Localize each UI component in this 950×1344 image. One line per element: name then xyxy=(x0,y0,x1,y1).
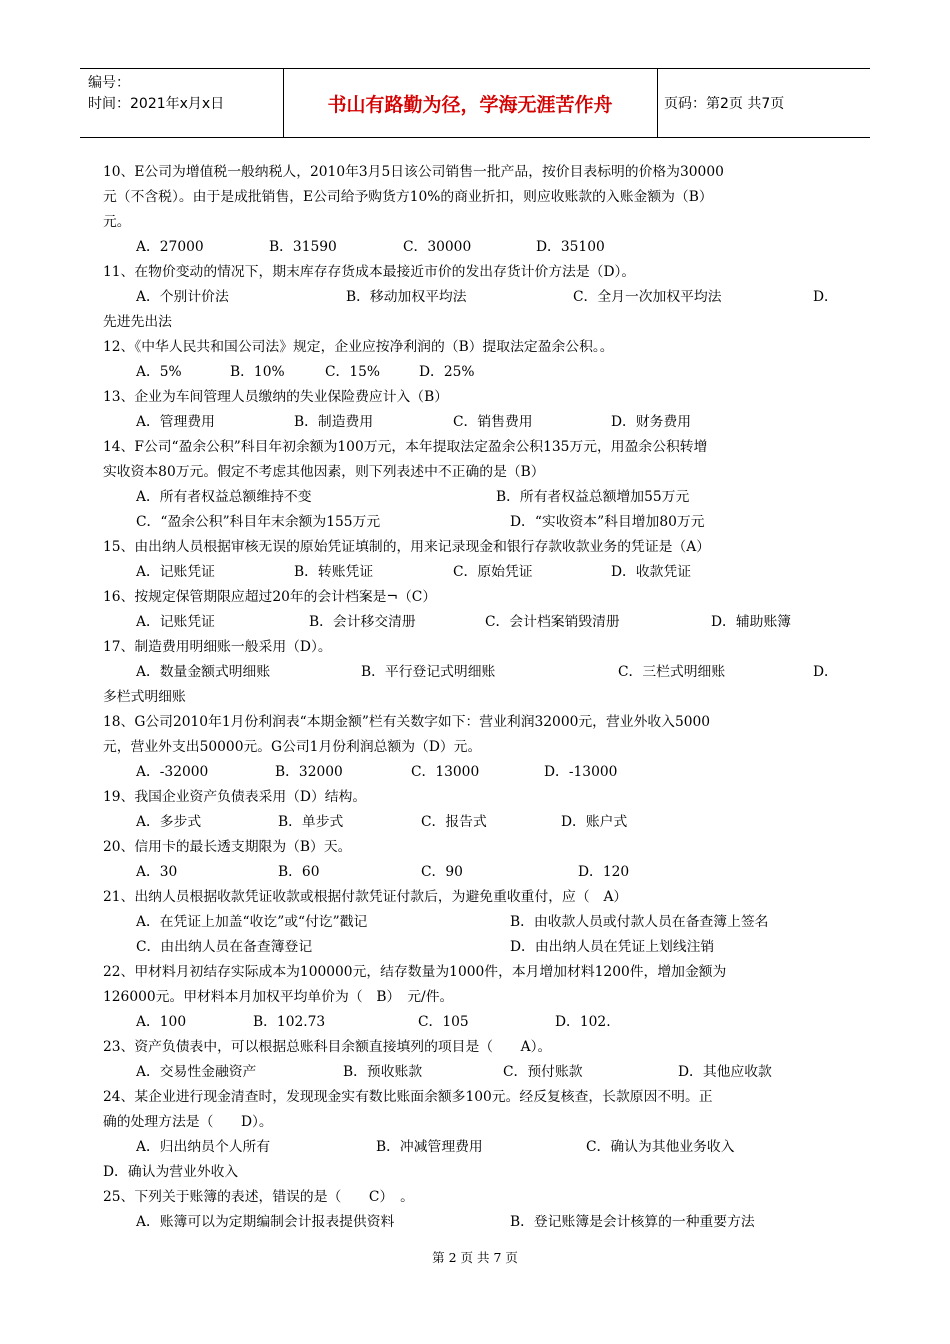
answer-option: D．35100 xyxy=(536,239,605,255)
options-line xyxy=(103,1060,853,1085)
answer-option: C．105 xyxy=(418,1014,469,1030)
answer-option: D．辅助账簿 xyxy=(711,614,792,630)
answer-option: D．“实收资本”科目增加80万元 xyxy=(510,514,705,530)
options-line xyxy=(103,610,853,635)
text-line: 多栏式明细账 xyxy=(103,689,186,705)
text-line: 21、出纳人员根据收款凭证收款或根据付款凭证付款后，为避免重收重付，应（ A） xyxy=(103,889,628,905)
answer-option: C．15% xyxy=(325,364,381,380)
answer-option: C．预付账款 xyxy=(503,1064,583,1080)
options-line xyxy=(103,935,853,960)
text-line: 13、企业为车间管理人员缴纳的失业保险费应计入（B） xyxy=(103,389,449,405)
document-body xyxy=(103,160,853,1235)
answer-option: D．-13000 xyxy=(544,764,618,780)
text-line: 10、E公司为增值税一般纳税人，2010年3月5日该公司销售一批产品，按价目表标明的价格为30000 xyxy=(103,164,724,180)
text-line: 17、制造费用明细账一般采用（D）。 xyxy=(103,639,332,655)
text-line: 24、某企业进行现金清查时，发现现金实有数比账面余额多100元。经反复核查，长款原因不明。正 xyxy=(103,1089,713,1105)
answer-option: D．25% xyxy=(419,364,475,380)
answer-option: C．30000 xyxy=(403,239,472,255)
answer-option: A．归出纳员个人所有 xyxy=(136,1139,271,1155)
header-number-label: 编号： xyxy=(88,75,130,91)
answer-option: A．交易性金融资产 xyxy=(136,1064,257,1080)
text-line: 18、G公司2010年1月份利润表“本期金额”栏有关数字如下：营业利润32000元，营业外收入5000 xyxy=(103,714,711,730)
answer-option: B．60 xyxy=(278,864,320,880)
answer-option: B．102.73 xyxy=(253,1014,326,1030)
answer-option: D．120 xyxy=(578,864,630,880)
answer-option: D．其他应收款 xyxy=(678,1064,772,1080)
answer-option: C．报告式 xyxy=(421,814,487,830)
options-line xyxy=(103,285,853,310)
answer-option: B．转账凭证 xyxy=(294,564,374,580)
answer-option: B．32000 xyxy=(275,764,343,780)
answer-option: A．记账凭证 xyxy=(136,614,215,630)
text-line: 元，营业外支出50000元。G公司1月份利润总额为（D）元。 xyxy=(103,739,482,755)
answer-option: A．100 xyxy=(136,1014,187,1030)
text-line: 16、按规定保管期限应超过20年的会计档案是¬（C） xyxy=(103,589,437,605)
text-line: 19、我国企业资产负债表采用（D）结构。 xyxy=(103,789,367,805)
text-line: 12、《中华人民共和国公司法》规定，企业应按净利润的（B）提取法定盈余公积。。 xyxy=(103,339,614,355)
page-header xyxy=(80,68,870,138)
answer-option: D．102. xyxy=(555,1014,611,1030)
answer-option: D． xyxy=(813,664,838,680)
text-line: 实收资本80万元。假定不考虑其他因素，则下列表述中不正确的是（B） xyxy=(103,464,545,480)
answer-option: C．90 xyxy=(421,864,463,880)
answer-option: A．多步式 xyxy=(136,814,202,830)
answer-option: B．平行登记式明细账 xyxy=(361,664,496,680)
answer-option: A．在凭证上加盖“收讫”或“付讫”戳记 xyxy=(136,914,368,930)
answer-option: A．30 xyxy=(136,864,178,880)
answer-option: A．账簿可以为定期编制会计报表提供资料 xyxy=(136,1214,395,1230)
answer-option: A．-32000 xyxy=(136,764,209,780)
text-line: 126000元。甲材料本月加权平均单价为（ B） 元/件。 xyxy=(103,989,454,1005)
answer-option: B．单步式 xyxy=(278,814,344,830)
answer-option: C．13000 xyxy=(411,764,480,780)
options-line xyxy=(103,1210,853,1235)
text-line: 20、信用卡的最长透支期限为（B）天。 xyxy=(103,839,352,855)
options-line xyxy=(103,1010,853,1035)
answer-option: B．制造费用 xyxy=(294,414,374,430)
answer-option: B．31590 xyxy=(269,239,337,255)
answer-option: C．三栏式明细账 xyxy=(618,664,726,680)
options-line xyxy=(103,485,853,510)
text-line: 确的处理方法是（ D）。 xyxy=(103,1114,273,1130)
text-line: 先进先出法 xyxy=(103,314,172,330)
answer-option: C．全月一次加权平均法 xyxy=(573,289,722,305)
answer-option: B．所有者权益总额增加55万元 xyxy=(496,489,690,505)
options-line xyxy=(103,1135,853,1160)
text-line: 22、甲材料月初结存实际成本为100000元，结存数量为1000件，本月增加材料1200件，增加金额为 xyxy=(103,964,727,980)
text-line: 元。 xyxy=(103,214,131,230)
text-line: 23、资产负债表中，可以根据总账科目余额直接填列的项目是（ A）。 xyxy=(103,1039,552,1055)
header-motto: 书山有路勤为径，学海无涯苦作舟 xyxy=(327,93,613,116)
answer-option: D．由出纳人员在凭证上划线注销 xyxy=(510,939,715,955)
text-line: 15、由出纳人员根据审核无误的原始凭证填制的，用来记录现金和银行存款收款业务的凭证是（A） xyxy=(103,539,710,555)
answer-option: B．由收款人员或付款人员在备查簿上签名 xyxy=(510,914,769,930)
answer-option: D．收款凭证 xyxy=(611,564,692,580)
text-line: 14、F公司“盈余公积”科目年初余额为100万元，本年提取法定盈余公积135万元，用盈余公积转增 xyxy=(103,439,708,455)
answer-option: A．管理费用 xyxy=(136,414,215,430)
answer-option: B．登记账簿是会计核算的一种重要方法 xyxy=(510,1214,755,1230)
page-footer: 第 2 页 共 7 页 xyxy=(432,1250,518,1265)
header-time-label: 时间：2021年x月x日 xyxy=(88,96,225,112)
answer-option: B．冲减管理费用 xyxy=(376,1139,483,1155)
answer-option: A．记账凭证 xyxy=(136,564,215,580)
answer-option: D． xyxy=(813,289,838,305)
options-line xyxy=(103,560,853,585)
answer-option: A．数量金额式明细账 xyxy=(136,664,271,680)
options-line xyxy=(103,360,853,385)
options-line xyxy=(103,235,853,260)
answer-option: C．会计档案销毁清册 xyxy=(485,614,620,630)
answer-option: B．预收账款 xyxy=(343,1064,423,1080)
answer-option: C．由出纳人员在备查簿登记 xyxy=(136,939,313,955)
options-line xyxy=(103,760,853,785)
answer-option: A．5% xyxy=(136,364,182,380)
options-line xyxy=(103,910,853,935)
options-line xyxy=(103,860,853,885)
answer-option: A．个别计价法 xyxy=(136,289,229,305)
header-page-label: 页码：第2页 共7页 xyxy=(664,96,785,112)
answer-option: D．账户式 xyxy=(561,814,628,830)
options-line xyxy=(103,410,853,435)
answer-option: C．销售费用 xyxy=(453,414,533,430)
text-line: D．确认为营业外收入 xyxy=(103,1164,239,1180)
answer-option: D．财务费用 xyxy=(611,414,692,430)
answer-option: A．所有者权益总额维持不变 xyxy=(136,489,312,505)
answer-option: A．27000 xyxy=(136,239,204,255)
text-line: 元（不含税）。由于是成批销售，E公司给予购货方10%的商业折扣，则应收账款的入账金额为（B） xyxy=(103,189,713,205)
answer-option: C．原始凭证 xyxy=(453,564,533,580)
text-line: 25、下列关于账簿的表述，错误的是（ C） 。 xyxy=(103,1189,414,1205)
text-line: 11、在物价变动的情况下，期末库存存货成本最接近市价的发出存货计价方法是（D）。 xyxy=(103,264,636,280)
answer-option: C．“盈余公积”科目年末余额为155万元 xyxy=(136,514,381,530)
answer-option: B．10% xyxy=(230,364,285,380)
header-divider xyxy=(657,69,658,137)
options-line xyxy=(103,810,853,835)
answer-option: C．确认为其他业务收入 xyxy=(586,1139,735,1155)
header-meta xyxy=(88,73,224,115)
options-line xyxy=(103,660,853,685)
answer-option: B．移动加权平均法 xyxy=(346,289,467,305)
answer-option: B．会计移交清册 xyxy=(309,614,416,630)
options-line xyxy=(103,510,853,535)
